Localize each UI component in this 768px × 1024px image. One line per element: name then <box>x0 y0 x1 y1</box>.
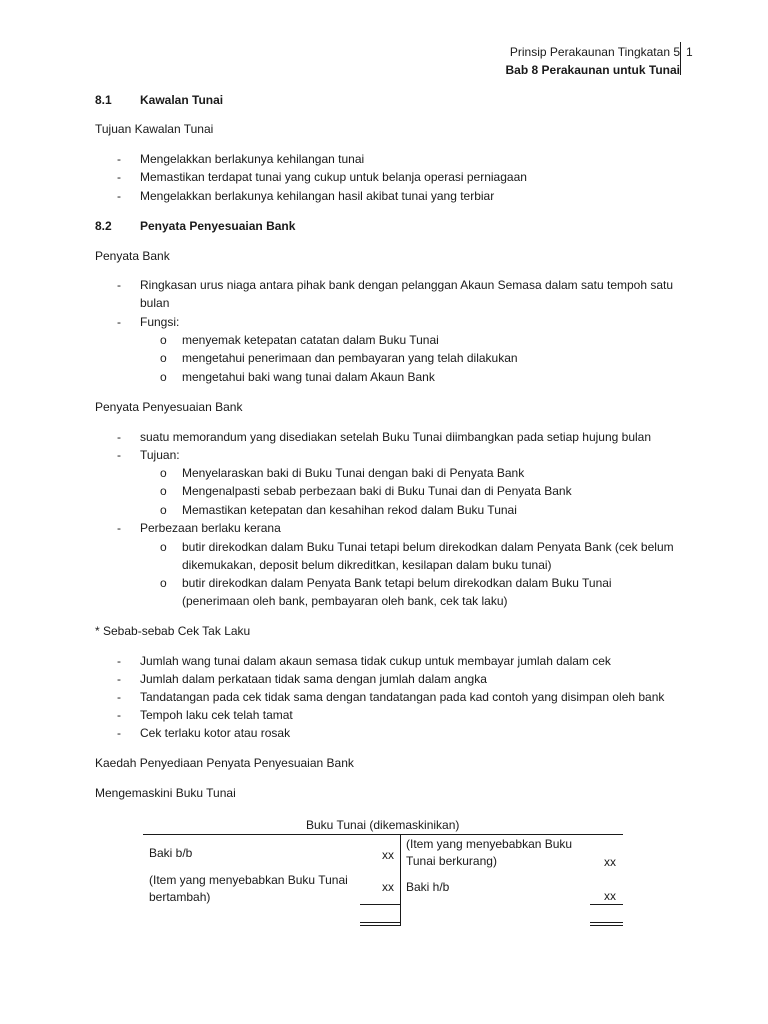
list-item: Tandatangan pada cek tidak sama dengan tandatangan pada kad contoh yang disimpan oleh bank <box>140 690 665 704</box>
bullet-dash: - <box>117 690 121 704</box>
ledger-right-subtotal-rule <box>590 904 623 905</box>
ledger-right-label-continuation: Tunai berkurang) <box>406 854 497 868</box>
ledger-left-amount: xx <box>382 848 394 862</box>
sub-list-item: mengetahui baki wang tunai dalam Akaun Bank <box>182 370 435 384</box>
ledger-left-total-rule <box>360 925 400 926</box>
list-item-continuation: bulan <box>140 296 170 310</box>
bullet-dash: - <box>117 654 121 668</box>
ledger-left-label: Baki b/b <box>149 846 193 860</box>
page-number: 1 <box>686 45 693 59</box>
sub-list-item: Menyelaraskan baki di Buku Tunai dengan baki di Penyata Bank <box>182 466 525 480</box>
ledger-center-rule <box>400 834 401 926</box>
bullet-dash: - <box>117 708 121 722</box>
bullet-dash: - <box>117 521 121 535</box>
bullet-dash: - <box>117 448 121 462</box>
list-item: Cek terlaku kotor atau rosak <box>140 726 291 740</box>
ledger-top-rule <box>143 834 623 835</box>
ledger-right-total-rule <box>590 922 623 923</box>
bullet-dash: - <box>117 315 121 329</box>
list-item: Mengelakkan berlakunya kehilangan hasil akibat tunai yang terbiar <box>140 189 495 203</box>
list-item: Memastikan terdapat tunai yang cukup untuk belanja operasi perniagaan <box>140 170 527 184</box>
list-item: Tempoh laku cek telah tamat <box>140 708 293 722</box>
sub-list-item-continuation: (penerimaan oleh bank, pembayaran oleh bank, cek tak laku) <box>182 594 508 608</box>
ledger-left-subtotal-rule <box>360 904 400 905</box>
bullet-circle: o <box>160 540 167 554</box>
bullet-circle: o <box>160 351 167 365</box>
sub-list-item: mengetahui penerimaan dan pembayaran yang telah dilakukan <box>182 351 518 365</box>
bullet-circle: o <box>160 484 167 498</box>
ledger-left-label-continuation: bertambah) <box>149 890 211 904</box>
ledger-left-label: (Item yang menyebabkan Buku Tunai <box>149 873 348 887</box>
bullet-dash: - <box>117 189 121 203</box>
bullet-dash: - <box>117 170 121 184</box>
bullet-dash: - <box>117 430 121 444</box>
dishonoured-heading: * Sebab-sebab Cek Tak Laku <box>95 624 251 638</box>
ledger-left-amount: xx <box>382 880 394 894</box>
sub-list-item: Mengenalpasti sebab perbezaan baki di Buku Tunai dan di Penyata Bank <box>182 484 572 498</box>
method-heading: Kaedah Penyediaan Penyata Penyesuaian Bank <box>95 756 354 770</box>
ledger-right-total-rule <box>590 925 623 926</box>
sub-list-item: butir direkodkan dalam Buku Tunai tetapi belum direkodkan dalam Penyata Bank (cek belum <box>182 540 674 554</box>
ledger-title: Buku Tunai (dikemaskinikan) <box>306 818 460 832</box>
ledger-right-label: Baki h/b <box>406 880 450 894</box>
header-divider <box>680 42 681 75</box>
update-heading: Mengemaskini Buku Tunai <box>95 786 236 800</box>
ledger-right-amount: xx <box>604 889 616 903</box>
list-item: suatu memorandum yang disediakan setelah Buku Tunai diimbangkan pada setiap hujung bulan <box>140 430 652 444</box>
section-title-8-1: Kawalan Tunai <box>140 93 224 107</box>
header-chapter: Bab 8 Perakaunan untuk Tunai <box>505 63 680 77</box>
list-item: Tujuan: <box>140 448 180 462</box>
sub-list-item: Memastikan ketepatan dan kesahihan rekod dalam Buku Tunai <box>182 503 517 517</box>
bullet-circle: o <box>160 576 167 590</box>
page-header <box>506 43 680 79</box>
bullet-circle: o <box>160 370 167 384</box>
ledger-left-total-rule <box>360 922 400 923</box>
list-item: Perbezaan berlaku kerana <box>140 521 281 535</box>
list-item: Mengelakkan berlakunya kehilangan tunai <box>140 152 365 166</box>
ledger-right-amount: xx <box>604 855 616 869</box>
bullet-circle: o <box>160 333 167 347</box>
reconciliation-heading: Penyata Penyesuaian Bank <box>95 400 243 414</box>
list-item: Fungsi: <box>140 315 180 329</box>
section-title-8-2: Penyata Penyesuaian Bank <box>140 219 296 233</box>
bullet-circle: o <box>160 503 167 517</box>
sub-list-item: menyemak ketepatan catatan dalam Buku Tunai <box>182 333 439 347</box>
bullet-circle: o <box>160 466 167 480</box>
bullet-dash: - <box>117 726 121 740</box>
sub-list-item-continuation: dikemukakan, deposit belum dikreditkan, kesilapan dalam buku tunai) <box>182 558 552 572</box>
section-number-8-1: 8.1 <box>95 93 112 107</box>
section1-subtitle: Tujuan Kawalan Tunai <box>95 122 214 136</box>
ledger-right-label: (Item yang menyebabkan Buku <box>406 837 573 851</box>
header-title: Prinsip Perakaunan Tingkatan 5 <box>509 45 680 59</box>
bullet-dash: - <box>117 152 121 166</box>
list-item: Ringkasan urus niaga antara pihak bank dengan pelanggan Akaun Semasa dalam satu tempoh satu <box>140 278 674 292</box>
sub-list-item: butir direkodkan dalam Penyata Bank tetapi belum direkodkan dalam Buku Tunai <box>182 576 612 590</box>
bullet-dash: - <box>117 672 121 686</box>
section-number-8-2: 8.2 <box>95 219 112 233</box>
list-item: Jumlah dalam perkataan tidak sama dengan jumlah dalam angka <box>140 672 487 686</box>
bank-statement-heading: Penyata Bank <box>95 249 170 263</box>
bullet-dash: - <box>117 278 121 292</box>
list-item: Jumlah wang tunai dalam akaun semasa tidak cukup untuk membayar jumlah dalam cek <box>140 654 611 668</box>
